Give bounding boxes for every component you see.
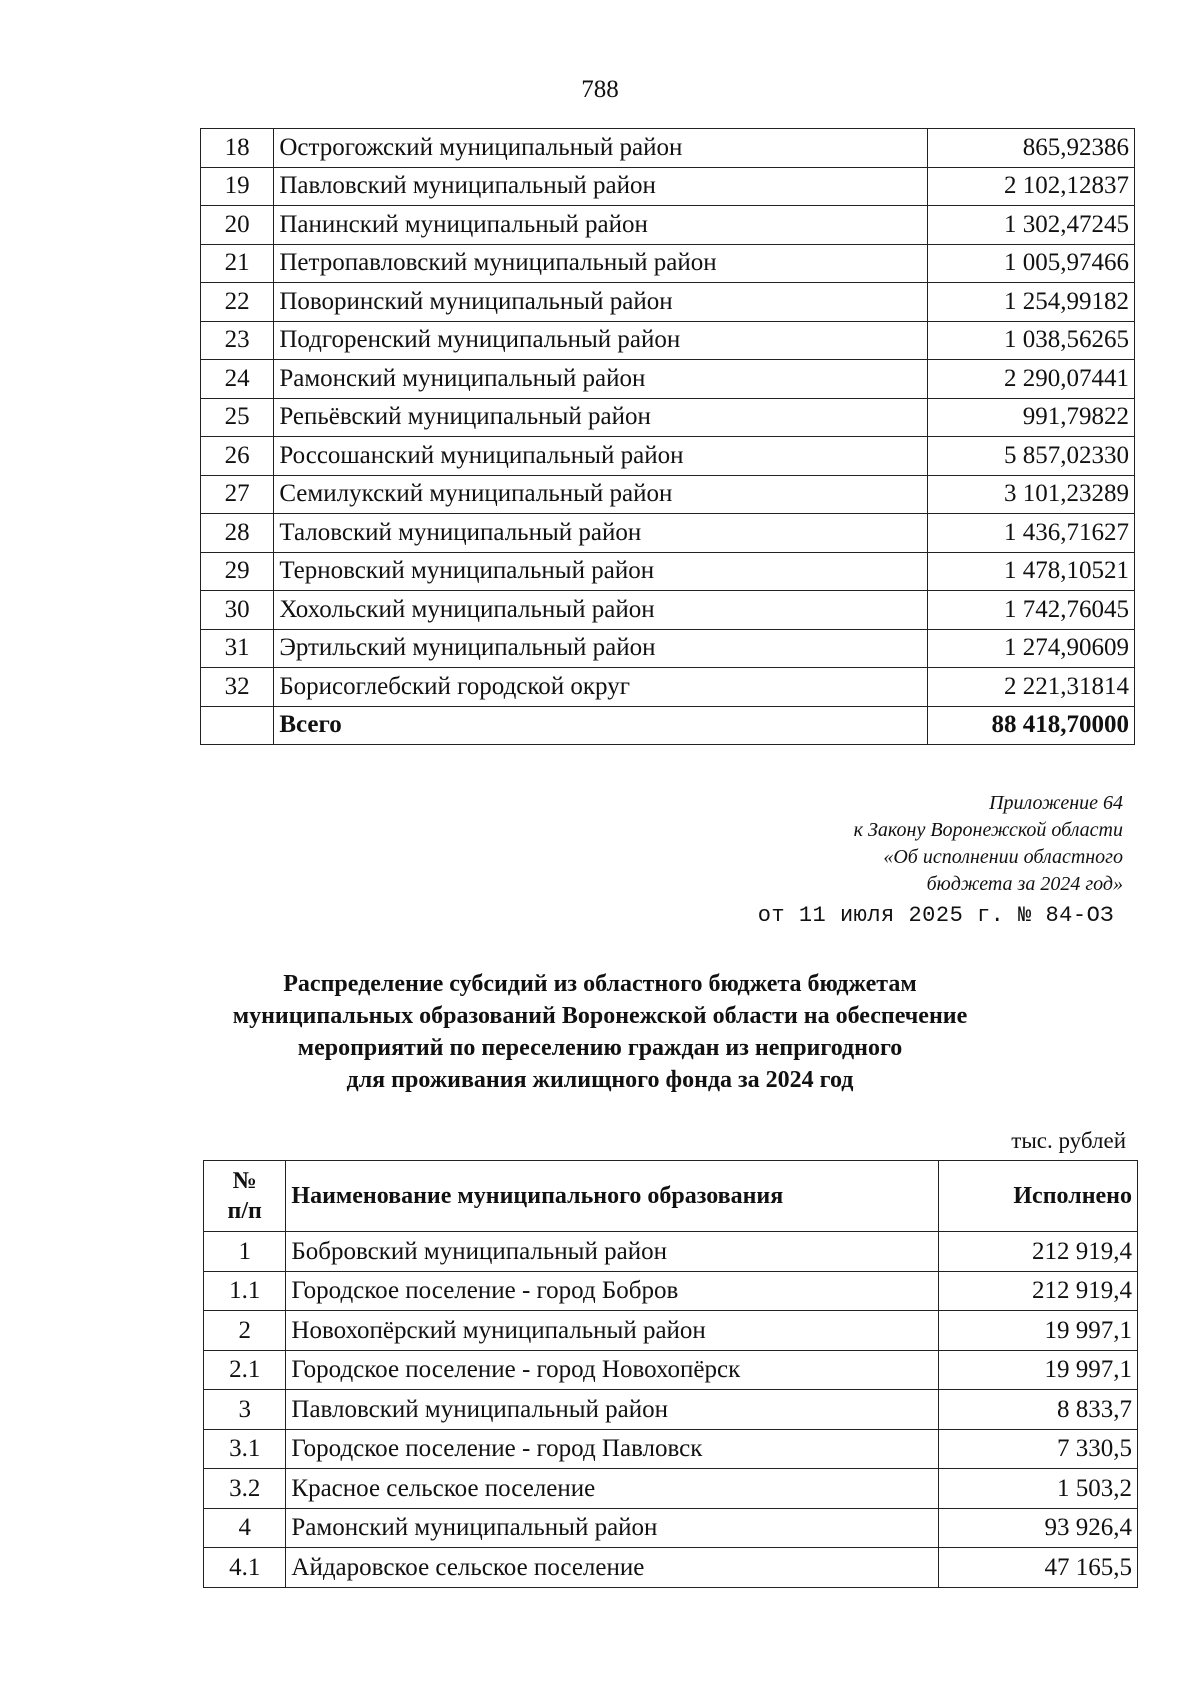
row-number: 30	[201, 591, 274, 630]
row-value: 1 274,90609	[928, 629, 1135, 668]
row-number: 4.1	[204, 1548, 286, 1588]
table2-body	[204, 1232, 1138, 1588]
row-value: 47 165,5	[938, 1548, 1137, 1588]
row-value: 1 038,56265	[928, 321, 1135, 360]
row-value: 1 302,47245	[928, 206, 1135, 245]
row-value: 2 102,12837	[928, 167, 1135, 206]
row-value: 5 857,02330	[928, 437, 1135, 476]
row-number: 25	[201, 398, 274, 437]
row-name: Айдаровское сельское поселение	[286, 1548, 938, 1588]
row-number: 18	[201, 129, 274, 168]
table-row	[201, 129, 1135, 168]
table-row	[201, 398, 1135, 437]
row-value: 1 478,10521	[928, 552, 1135, 591]
row-number: 27	[201, 475, 274, 514]
row-value: 1 254,99182	[928, 283, 1135, 322]
row-name: Поворинский муниципальный район	[274, 283, 928, 322]
row-name: Городское поселение - город Бобров	[286, 1271, 938, 1311]
table-row	[201, 321, 1135, 360]
annex-line: к Закону Воронежской области	[853, 819, 1123, 841]
row-number: 21	[201, 244, 274, 283]
table-row	[201, 514, 1135, 553]
row-name: Павловский муниципальный район	[274, 167, 928, 206]
row-number: 29	[201, 552, 274, 591]
title-line: Распределение субсидий из областного бюджета бюджетам	[283, 971, 917, 997]
header-value: Исполнено	[938, 1161, 1137, 1232]
table-row	[204, 1390, 1138, 1430]
row-number: 28	[201, 514, 274, 553]
table1-body	[201, 129, 1135, 745]
table-row	[201, 668, 1135, 707]
table-row	[201, 167, 1135, 206]
row-value: 7 330,5	[938, 1429, 1137, 1469]
row-number: 24	[201, 360, 274, 399]
page-number: 788	[581, 76, 619, 103]
header-num-line2: п/п	[227, 1198, 262, 1224]
row-name: Панинский муниципальный район	[274, 206, 928, 245]
document-title	[0, 968, 1200, 1096]
row-number: 32	[201, 668, 274, 707]
row-value: 1 742,76045	[928, 591, 1135, 630]
row-name: Терновский муниципальный район	[274, 552, 928, 591]
row-name: Красное сельское поселение	[286, 1469, 938, 1509]
table-row	[204, 1469, 1138, 1509]
row-number: 19	[201, 167, 274, 206]
header-name: Наименование муниципального образования	[286, 1161, 938, 1232]
row-name: Репьёвский муниципальный район	[274, 398, 928, 437]
row-number: 3.2	[204, 1469, 286, 1509]
annex-date: от 11 июля 2025 г. № 84-ОЗ	[757, 903, 1114, 928]
row-name: Хохольский муниципальный район	[274, 591, 928, 630]
row-value: 2 221,31814	[928, 668, 1135, 707]
table-row	[201, 283, 1135, 322]
table-row	[201, 552, 1135, 591]
row-number: 26	[201, 437, 274, 476]
row-value: 212 919,4	[938, 1271, 1137, 1311]
annex-line: Приложение 64	[989, 792, 1123, 814]
table-row	[204, 1271, 1138, 1311]
row-name: Подгоренский муниципальный район	[274, 321, 928, 360]
table-row	[204, 1548, 1138, 1588]
row-value: 1 005,97466	[928, 244, 1135, 283]
district-subsidy-table	[200, 128, 1135, 745]
row-value: 1 503,2	[938, 1469, 1137, 1509]
row-value: 865,92386	[928, 129, 1135, 168]
table-row	[204, 1429, 1138, 1469]
row-value: 19 997,1	[938, 1350, 1137, 1390]
table-row	[201, 206, 1135, 245]
row-value: 2 290,07441	[928, 360, 1135, 399]
row-number: 31	[201, 629, 274, 668]
resettlement-subsidy-table	[203, 1160, 1138, 1588]
header-num	[204, 1161, 286, 1232]
row-number: 2.1	[204, 1350, 286, 1390]
row-name: Эртильский муниципальный район	[274, 629, 928, 668]
table-header-row	[204, 1161, 1138, 1232]
table-row	[201, 244, 1135, 283]
row-name: Петропавловский муниципальный район	[274, 244, 928, 283]
table-row	[204, 1311, 1138, 1351]
row-value: 3 101,23289	[928, 475, 1135, 514]
total-label: Всего	[274, 706, 928, 745]
title-line: для проживания жилищного фонда за 2024 год	[346, 1067, 854, 1093]
row-value: 8 833,7	[938, 1390, 1137, 1430]
row-number: 1	[204, 1232, 286, 1272]
row-number: 1.1	[204, 1271, 286, 1311]
table-row	[204, 1508, 1138, 1548]
row-number: 4	[204, 1508, 286, 1548]
row-number: 3.1	[204, 1429, 286, 1469]
row-name: Острогожский муниципальный район	[274, 129, 928, 168]
row-name: Новохопёрский муниципальный район	[286, 1311, 938, 1351]
row-number: 3	[204, 1390, 286, 1430]
row-number: 23	[201, 321, 274, 360]
row-number: 2	[204, 1311, 286, 1351]
table-row	[204, 1350, 1138, 1390]
total-num	[201, 706, 274, 745]
row-name: Городское поселение - город Павловск	[286, 1429, 938, 1469]
annex-header	[854, 790, 1123, 898]
table-row	[201, 437, 1135, 476]
table-row	[201, 629, 1135, 668]
row-value: 19 997,1	[938, 1311, 1137, 1351]
row-name: Рамонский муниципальный район	[286, 1508, 938, 1548]
total-row	[201, 706, 1135, 745]
row-name: Городское поселение - город Новохопёрск	[286, 1350, 938, 1390]
total-value: 88 418,70000	[928, 706, 1135, 745]
row-value: 93 926,4	[938, 1508, 1137, 1548]
row-value: 991,79822	[928, 398, 1135, 437]
row-value: 1 436,71627	[928, 514, 1135, 553]
row-number: 22	[201, 283, 274, 322]
row-name: Рамонский муниципальный район	[274, 360, 928, 399]
title-line: муниципальных образований Воронежской области на обеспечение	[232, 1003, 968, 1029]
row-name: Семилукский муниципальный район	[274, 475, 928, 514]
row-name: Россошанский муниципальный район	[274, 437, 928, 476]
row-name: Таловский муниципальный район	[274, 514, 928, 553]
table-row	[201, 591, 1135, 630]
annex-line: бюджета за 2024 год»	[926, 873, 1123, 895]
row-name: Павловский муниципальный район	[286, 1390, 938, 1430]
table-row	[201, 360, 1135, 399]
unit-label: тыс. рублей	[1011, 1128, 1126, 1153]
row-value: 212 919,4	[938, 1232, 1137, 1272]
table-row	[204, 1232, 1138, 1272]
row-name: Бобровский муниципальный район	[286, 1232, 938, 1272]
row-number: 20	[201, 206, 274, 245]
row-name: Борисоглебский городской округ	[274, 668, 928, 707]
table-row	[201, 475, 1135, 514]
title-line: мероприятий по переселению граждан из непригодного	[297, 1035, 903, 1061]
header-num-line1: №	[232, 1168, 257, 1194]
annex-line: «Об исполнении областного	[883, 846, 1123, 868]
